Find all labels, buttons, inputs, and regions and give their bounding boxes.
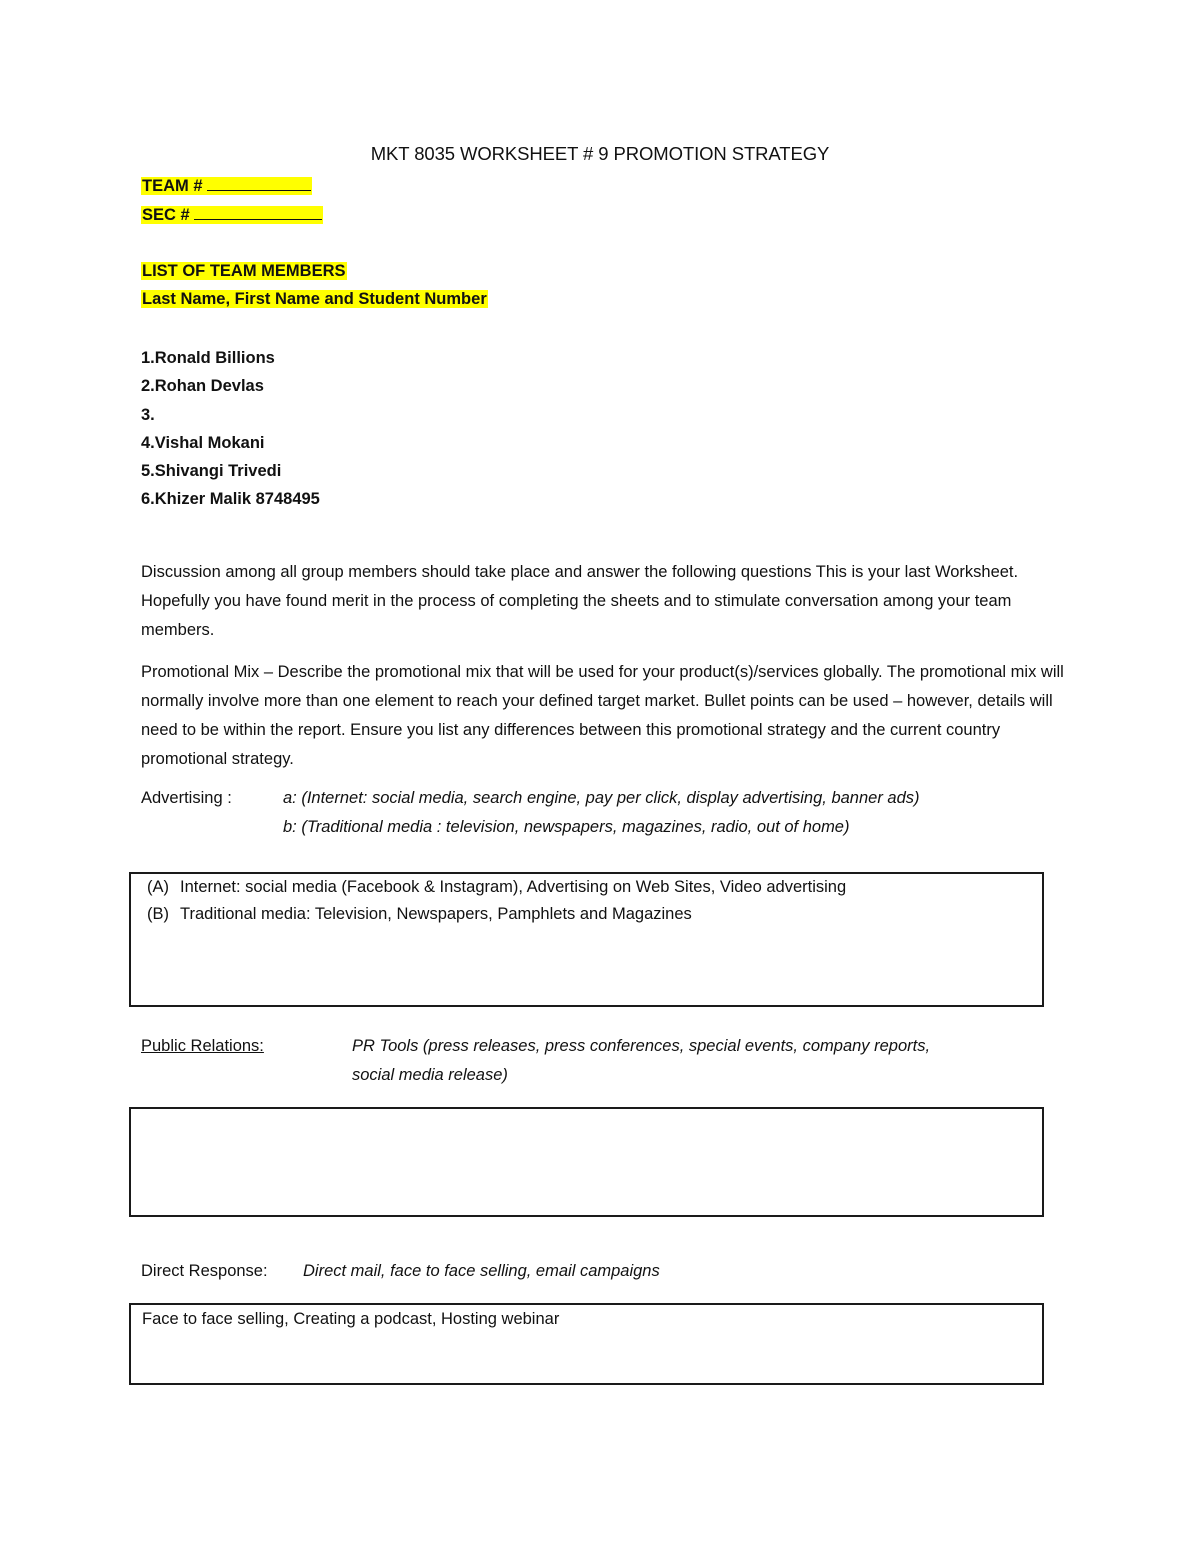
advertising-option-b: b: (Traditional media : television, newspapers, magazines, radio, out of home) — [283, 818, 850, 836]
public-relations-description-2: social media release) — [352, 1066, 508, 1084]
public-relations-answer-box[interactable] — [129, 1107, 1044, 1217]
answer-b-text: Traditional media: Television, Newspapers, Pamphlets and Magazines — [180, 905, 692, 923]
promotional-mix-paragraph: Promotional Mix – Describe the promotional mix that will be used for your product(s)/services globally. The promotional mix will normally involve more than one element to reach your defined target market. Bullet points can be used – however, details will need to be within the report. Ensure you list any differences between this promotional strategy and the current country promotional strategy. — [141, 663, 1064, 768]
answer-a-marker: (A) — [147, 878, 169, 896]
direct-response-description: Direct mail, face to face selling, email campaigns — [303, 1262, 660, 1280]
direct-response-label: Direct Response: — [141, 1262, 268, 1280]
sec-label: SEC # — [142, 206, 190, 224]
answer-b-marker: (B) — [147, 905, 169, 923]
member-item: 5.Shivangi Trivedi — [141, 462, 282, 481]
sec-field — [141, 202, 323, 228]
member-item: 3. — [141, 405, 155, 424]
sec-blank[interactable] — [194, 203, 322, 220]
answer-a-text: Internet: social media (Facebook & Instagram), Advertising on Web Sites, Video advertising — [180, 878, 847, 896]
members-heading: LIST OF TEAM MEMBERS — [142, 262, 346, 280]
advertising-label: Advertising : — [141, 789, 232, 807]
team-field — [141, 173, 312, 199]
member-item: 1.Ronald Billions — [141, 349, 275, 367]
advertising-option-a: a: (Internet: social media, search engine, pay per click, display advertising, banner ads) — [283, 789, 920, 807]
public-relations-label: Public Relations: — [141, 1037, 264, 1055]
members-list — [141, 344, 320, 514]
intro-paragraph: Discussion among all group members should take place and answer the following questions This is your last Worksheet. Hopefully you have found merit in the process of completing the sheets and to stimulate conversation among your team members. — [141, 563, 1019, 639]
member-item: 2.Rohan Devlas — [141, 377, 264, 396]
team-label: TEAM # — [142, 177, 203, 195]
team-blank[interactable] — [207, 174, 311, 191]
member-item: 6.Khizer Malik 8748495 — [141, 490, 320, 509]
direct-response-answer-box[interactable] — [129, 1303, 1044, 1385]
public-relations-description-1: PR Tools (press releases, press conferences, special events, company reports, — [352, 1037, 931, 1055]
direct-response-answer: Face to face selling, Creating a podcast, Hosting webinar — [142, 1310, 560, 1328]
member-item: 4.Vishal Mokani — [141, 433, 265, 452]
advertising-answer-box[interactable] — [129, 872, 1044, 1007]
members-subheading: Last Name, First Name and Student Number — [142, 290, 487, 308]
worksheet-title: MKT 8035 WORKSHEET # 9 PROMOTION STRATEGY — [370, 143, 830, 164]
